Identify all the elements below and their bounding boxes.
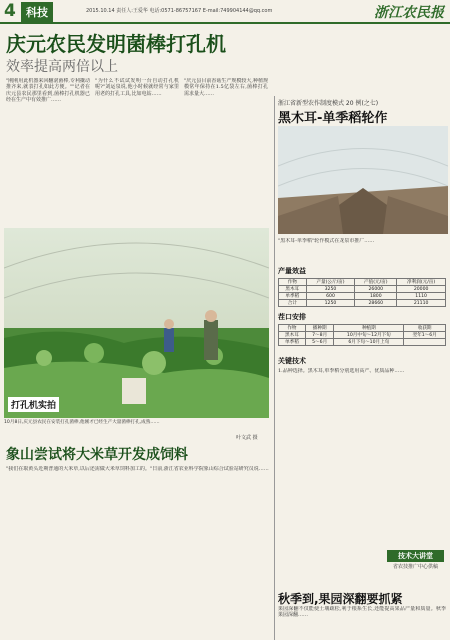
- table-header: 作物: [279, 325, 306, 332]
- table-cell: 合计: [279, 300, 307, 307]
- orchard-article-text: 果园深翻不仅能使土壤疏松,利于根系生长,还能提高果品产量和质量。秋季果园深翻……: [278, 606, 446, 619]
- field-photo: [278, 126, 448, 234]
- table-cell: [404, 339, 446, 346]
- table-header: 产值(元/亩): [355, 279, 397, 286]
- lead-col-2: "为什么不试试发明一台自动打孔机呢?"刘运泉说,他小时候就经常与家里用老的打孔工具,比如电钻……: [95, 78, 179, 97]
- tech-credit: 省农技推广中心供稿: [392, 564, 438, 570]
- table-cell: 翌年1～6月: [404, 332, 446, 339]
- yield-section-title: 产量效益: [278, 267, 306, 275]
- table-row: [279, 300, 446, 307]
- lead-title: 庆元农民发明菌棒打孔机: [6, 32, 226, 56]
- schedule-section-title: 茬口安排: [278, 313, 306, 321]
- table-cell: 28660: [355, 300, 397, 307]
- newspaper-logo: 浙江农民报: [374, 5, 444, 21]
- page-header: [0, 0, 450, 24]
- tech-badge: 技术大讲堂: [387, 550, 444, 562]
- right-kicker: 浙江省新型农作制度模式 20 例(之七): [278, 100, 379, 107]
- table-cell: 20000: [397, 286, 446, 293]
- lead-photo: [4, 228, 269, 418]
- table-cell: 1800: [355, 293, 397, 300]
- tech-badge-box: [387, 550, 444, 570]
- table-row: [279, 293, 446, 300]
- right-title: 黑木耳-单季稻轮作: [278, 111, 388, 126]
- lead-col-3: "庆元县目前香菇生产规模较大,种植规模常年保持在1.5亿袋左右,菌棒打孔需求量大……: [184, 78, 268, 97]
- table-cell: 10月中旬～12月下旬: [334, 332, 404, 339]
- table-cell: 黑木耳: [279, 332, 306, 339]
- table-cell: 26000: [355, 286, 397, 293]
- table-cell: 1110: [397, 293, 446, 300]
- table-cell: 600: [306, 293, 355, 300]
- greenhouse-photo: [4, 228, 269, 418]
- table-header: 收获期: [404, 325, 446, 332]
- table-cell: 7～8月: [305, 332, 334, 339]
- lead-col-1: "刚刚用此机器来回翻滚菌棒,专利撬动推齐来,就表打孔如此方便。""记者在庆元县农民那里看到,菌棒打孔机器已经在生产中有效推广……: [6, 78, 90, 103]
- photo-credit: 叶文武 摄: [236, 435, 258, 441]
- table-cell: 1250: [306, 300, 355, 307]
- table-header: 产量(公斤/亩): [306, 279, 355, 286]
- table-row: [279, 286, 446, 293]
- section-label: 科技: [21, 2, 53, 22]
- table-cell: 3250: [306, 286, 355, 293]
- table-cell: 21110: [397, 300, 446, 307]
- table-row: [279, 332, 446, 339]
- second-article-text: "我们在取黄头近期普通的大米草,以后还需做大米草饲料加工的。"日前,浙江省农业科学院象山综合试验站研究员说……: [6, 466, 269, 472]
- table-cell: 5～6月: [305, 339, 334, 346]
- table-row: [279, 339, 446, 346]
- table-cell: 黑木耳: [279, 286, 307, 293]
- table-cell: 单季稻: [279, 293, 307, 300]
- right-photo: [278, 126, 448, 234]
- tech-section-title: 关键技术: [278, 357, 306, 365]
- lead-subtitle: 效率提高两倍以上: [6, 59, 118, 75]
- tech-text: 1.品种选择。黑木耳,单季稻分别选用高产、优质品种……: [278, 368, 405, 374]
- table-header: 作物: [279, 279, 307, 286]
- second-article-title: 象山尝试将大米草开发成饲料: [6, 447, 188, 463]
- table-cell: 单季稻: [279, 339, 306, 346]
- orchard-article-title: 秋季到,果园深翻要抓紧: [278, 592, 403, 606]
- page-number: 4: [4, 1, 16, 21]
- yield-table: [278, 278, 446, 307]
- right-intro: "黑木耳-单季稻"轮作模式在龙泉市推广……: [278, 238, 375, 244]
- column-divider: [274, 96, 275, 640]
- photo-tag: 打孔机实拍: [8, 397, 59, 412]
- photo-caption: 10月8日,庆元县农民在安装打孔菌棒,他刚才已经生产大量菌棒打孔,成熟……: [4, 420, 160, 425]
- table-cell: 6月下旬～10月上旬: [334, 339, 404, 346]
- table-header: 播种期: [305, 325, 334, 332]
- schedule-table: [278, 324, 446, 346]
- table-header: 净利润(元/亩): [397, 279, 446, 286]
- header-meta: 2015.10.14 责任人:王爱华 电话:0571-86757167 E-mail:749904144@qq.com: [86, 8, 273, 14]
- table-header: 种植期: [334, 325, 404, 332]
